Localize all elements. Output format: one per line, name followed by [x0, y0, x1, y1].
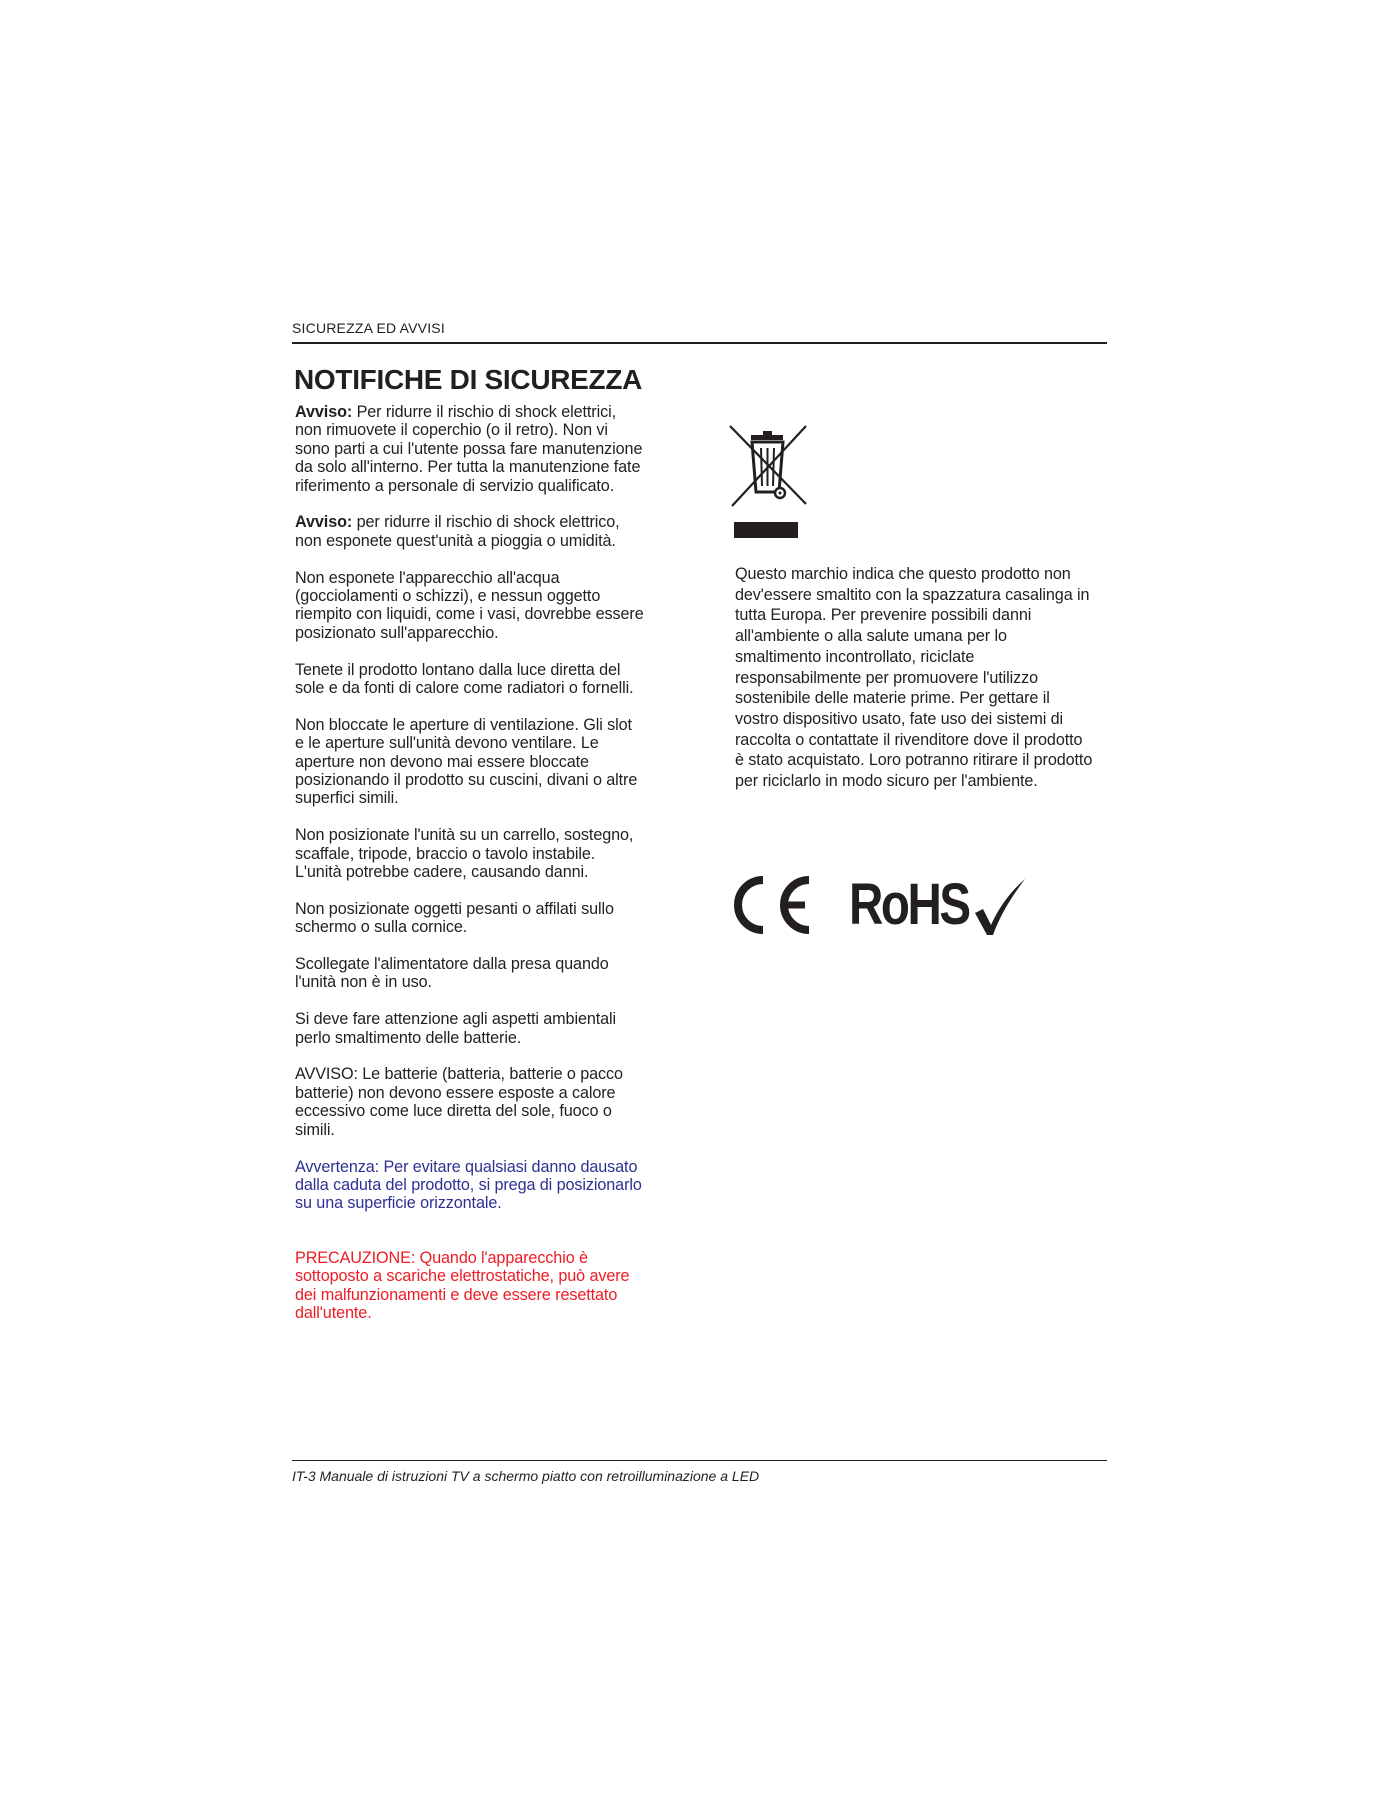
notice-battery-disposal: Si deve fare attenzione agli aspetti ambientali perlo smaltimento delle batterie. — [295, 1010, 617, 1047]
check-mark-icon — [971, 877, 1027, 937]
notice-battery-heat: AVVISO: Le batterie (batteria, batterie o pacco batterie) non devono essere esposte a calore eccessivo come luce diretta del sole, fuoco o simili. — [295, 1065, 623, 1139]
rohs-mark: RoHS — [849, 872, 969, 937]
section-header: SICUREZZA ED AVVISI — [292, 320, 445, 336]
notice-ventilation: Non bloccate le aperture di ventilazione. Gli slot e le aperture sull'unità devono ventilare. Le aperture non devono mai essere bloccate posizionando il prodotto su cuscini, divani o altre superfici simili. — [295, 715, 638, 808]
notice-sunlight-heat: Tenete il prodotto lontano dalla luce diretta del sole e da fonti di calore come radiatori o fornelli. — [295, 660, 634, 698]
page-title: NOTIFICHE DI SICUREZZA — [294, 364, 643, 395]
notice-text: per ridurre il rischio di shock elettrico, non esponete quest'unità a pioggia o umidità. — [295, 513, 620, 550]
notice-label: Avviso: — [295, 513, 353, 532]
safety-notices-column — [295, 403, 645, 1341]
warning-horizontal-surface: Avvertenza: Per evitare qualsiasi danno dausato dalla caduta del prodotto, si prega di posizionarlo su una superficie orizzontale. — [295, 1157, 642, 1213]
notice-rain-moisture — [295, 513, 645, 550]
header-divider — [292, 342, 1107, 344]
weee-disposal-text: Questo marchio indica che questo prodotto non dev'essere smaltito con la spazzatura casalinga in tutta Europa. Per prevenire possibili danni all'ambiente o alla salute umana per lo smaltimento incontrollato, riciclate responsabilmente per promuovere l'utilizzo sostenibile delle materie prime. Per gettare il vostro dispositivo usato, fate uso dei sistemi di raccolta o contattate il rivenditore dove il prodotto è stato acquistato. Loro potranno ritirare il prodotto per riciclarlo in modo sicuro per l'ambiente. — [735, 565, 1093, 791]
notice-shock-cover — [295, 403, 645, 495]
page-footer: IT-3 Manuale di istruzioni TV a schermo piatto con retroilluminazione a LED — [292, 1468, 760, 1484]
notice-label: Avviso: — [295, 403, 353, 421]
notice-unstable-surface: Non posizionate l'unità su un carrello, sostegno, scaffale, tripode, braccio o tavolo instabile. L'unità potrebbe cadere, causando danni. — [295, 826, 634, 882]
caution-electrostatic: PRECAUZIONE: Quando l'apparecchio è sottoposto a scariche elettrostatiche, può avere dei malfunzionamenti e deve essere resettato dall'utente. — [295, 1248, 630, 1322]
footer-divider — [292, 1460, 1107, 1461]
certification-marks — [733, 873, 1023, 941]
notice-water: Non esponete l'apparecchio all'acqua (gocciolamenti o schizzi), e nessun oggetto riempito con liquidi, come i vasi, dovrebbe essere posizionato sull'apparecchio. — [295, 568, 644, 642]
ce-mark-icon — [733, 873, 813, 937]
notice-heavy-objects: Non posizionate oggetti pesanti o affilati sullo schermo o sulla cornice. — [295, 899, 614, 937]
notice-unplug: Scollegate l'alimentatore dalla presa quando l'unità non è in uso. — [295, 955, 609, 992]
notice-text: Per ridurre il rischio di shock elettrici, non rimuovete il coperchio (o il retro). Non vi sono parti a cui l'utente possa fare manutenzione da solo all'interno. Per tutta la manutenzione fate riferimento a personale di servizio qualificato. — [295, 403, 643, 495]
crossed-out-wheeled-bin-icon — [726, 422, 810, 542]
